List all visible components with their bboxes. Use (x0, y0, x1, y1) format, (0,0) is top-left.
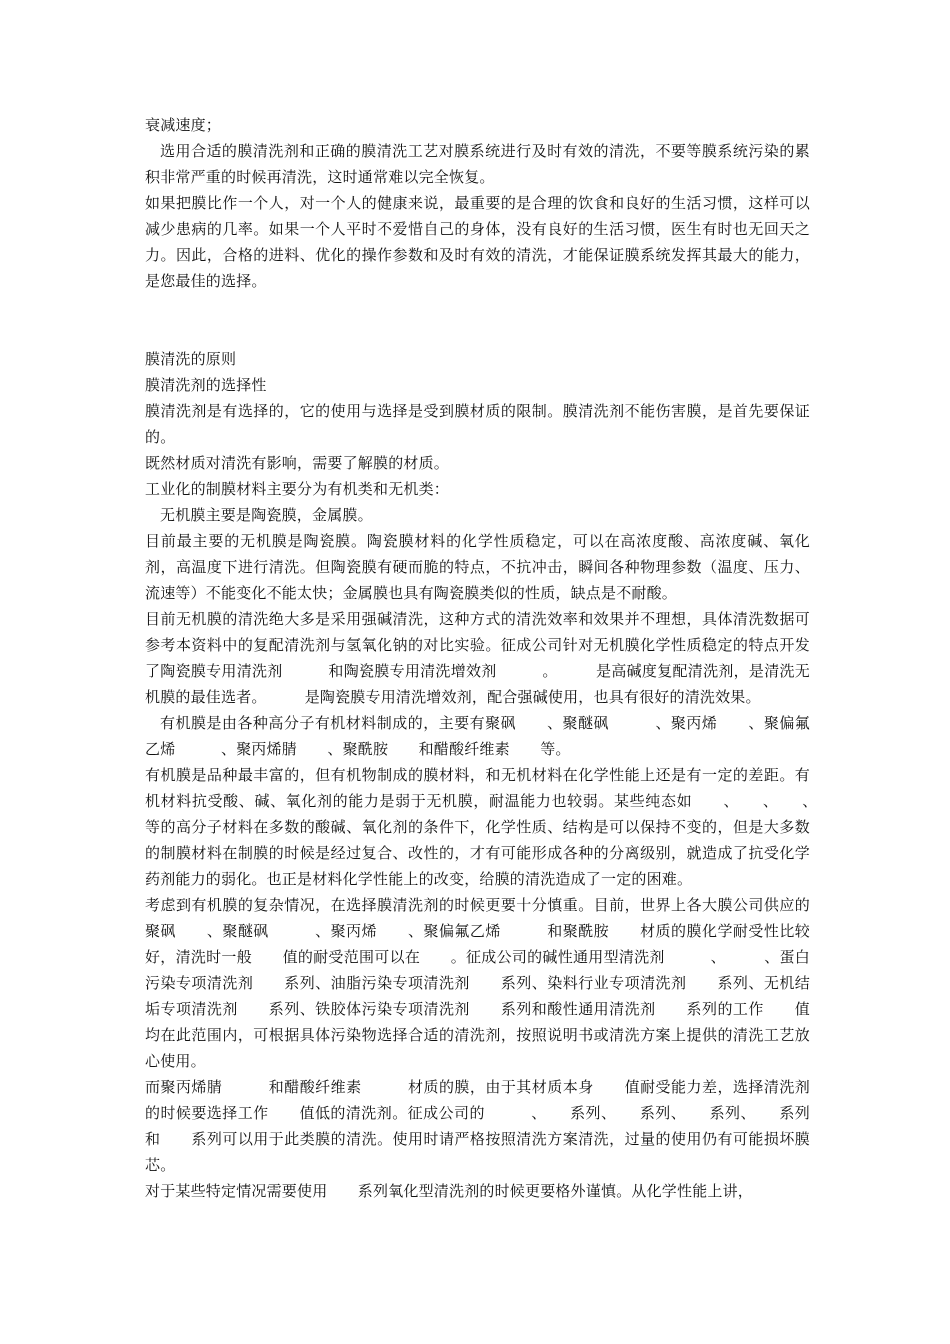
section-heading: 膜清洗的原则 (145, 350, 237, 368)
paragraph: 膜清洗剂是有选择的，它的使用与选择是受到膜材质的限制。膜清洗剂不能伤害膜，是首先要保证的。 (145, 402, 810, 446)
paragraph: 工业化的制膜材料主要分为有机类和无机类： (145, 480, 450, 498)
paragraph: 而聚丙烯腈 和醋酸纤维素 材质的膜，由于其材质本身 值耐受能力差，选择清洗剂的时候要选择工作 值低的清洗剂。征成公司的 、 系列、 系列、 系列、 系列和 系列可以用于此类膜的清洗。使用时请严格按照清洗方案清洗，过量的使用仍有可能损坏膜芯。 (145, 1078, 810, 1174)
paragraph: 目前无机膜的清洗绝大多是采用强碱清洗，这种方式的清洗效率和效果并不理想，具体清洗数据可参考本资料中的复配清洗剂与氢氧化钠的对比实验。征成公司针对无机膜化学性质稳定的特点开发了陶瓷膜专用清洗剂 和陶瓷膜专用清洗增效剂 。 是高碱度复配清洗剂，是清洗无机膜的最佳选者。 是陶瓷膜专用清洗增效剂，配合强碱使用，也具有很好的清洗效果。 (145, 610, 810, 706)
paragraph: 有机膜是品种最丰富的，但有机物制成的膜材料，和无机材料在化学性能上还是有一定的差距。有机材料抗受酸、碱、氧化剂的能力是弱于无机膜，耐温能力也较弱。某些纯态如 、 、 、 等的高分子材料在多数的酸碱、氧化剂的条件下，化学性质、结构是可以保持不变的，但是大多数的制膜材料在制膜的时候是经过复合、改性的，才有可能形成各种的分离级别，就造成了抗受化学药剂能力的弱化。也正是材料化学性能上的改变，给膜的清洗造成了一定的困难。 (145, 766, 856, 888)
paragraph: 对于某些特定情况需要使用 系列氧化型清洗剂的时候更要格外谨慎。从化学性能上讲， (145, 1182, 754, 1200)
paragraph: 衰减速度； (145, 116, 222, 134)
paragraph: 考虑到有机膜的复杂情况，在选择膜清洗剂的时候更要十分慎重。目前，世界上各大膜公司供应的聚砜 、聚醚砜 、聚丙烯 、聚偏氟乙烯 和聚酰胺 材质的膜化学耐受性比较好，清洗时一般 值的耐受范围可以在 。征成公司的碱性通用型清洗剂 、 、蛋白污染专项清洗剂 系列、油脂污染专项清洗剂 系列、染料行业专项清洗剂 系列、无机结垢专项清洗剂 系列、铁胶体污染专项清洗剂 系列和酸性通用清洗剂 系列的工作 值均在此范围内，可根据具体污染物选择合适的清洗剂，按照说明书或清洗方案上提供的清洗工艺放心使用。 (145, 896, 810, 1070)
paragraph: 无机膜主要是陶瓷膜，金属膜。 (160, 506, 373, 524)
paragraph: 如果把膜比作一个人，对一个人的健康来说，最重要的是合理的饮食和良好的生活习惯，这样可以减少患病的几率。如果一个人平时不爱惜自己的身体，没有良好的生活习惯，医生有时也无回天之力。因此，合格的进料、优化的操作参数和及时有效的清洗，才能保证膜系统发挥其最大的能力，是您最佳的选择。 (145, 194, 810, 290)
section-gap (145, 294, 810, 346)
document-page (145, 112, 856, 1204)
paragraph: 既然材质对清洗有影响，需要了解膜的材质。 (145, 454, 450, 472)
paragraph: 选用合适的膜清洗剂和正确的膜清洗工艺对膜系统进行及时有效的清洗，不要等膜系统污染的累积非常严重的时候再清洗，这时通常难以完全恢复。 (145, 142, 810, 186)
subsection-heading: 膜清洗剂的选择性 (145, 376, 267, 394)
paragraph: 目前最主要的无机膜是陶瓷膜。陶瓷膜材料的化学性质稳定，可以在高浓度酸、高浓度碱、氧化剂，高温度下进行清洗。但陶瓷膜有硬而脆的特点，不抗冲击，瞬间各种物理参数（温度、压力、流速等）不能变化不能太快；金属膜也具有陶瓷膜类似的性质，缺点是不耐酸。 (145, 532, 810, 602)
paragraph: 有机膜是由各种高分子有机材料制成的，主要有聚砜 、聚醚砜 、聚丙烯 、聚偏氟乙烯 、聚丙烯腈 、聚酰胺 和醋酸纤维素 等。 (145, 714, 810, 758)
